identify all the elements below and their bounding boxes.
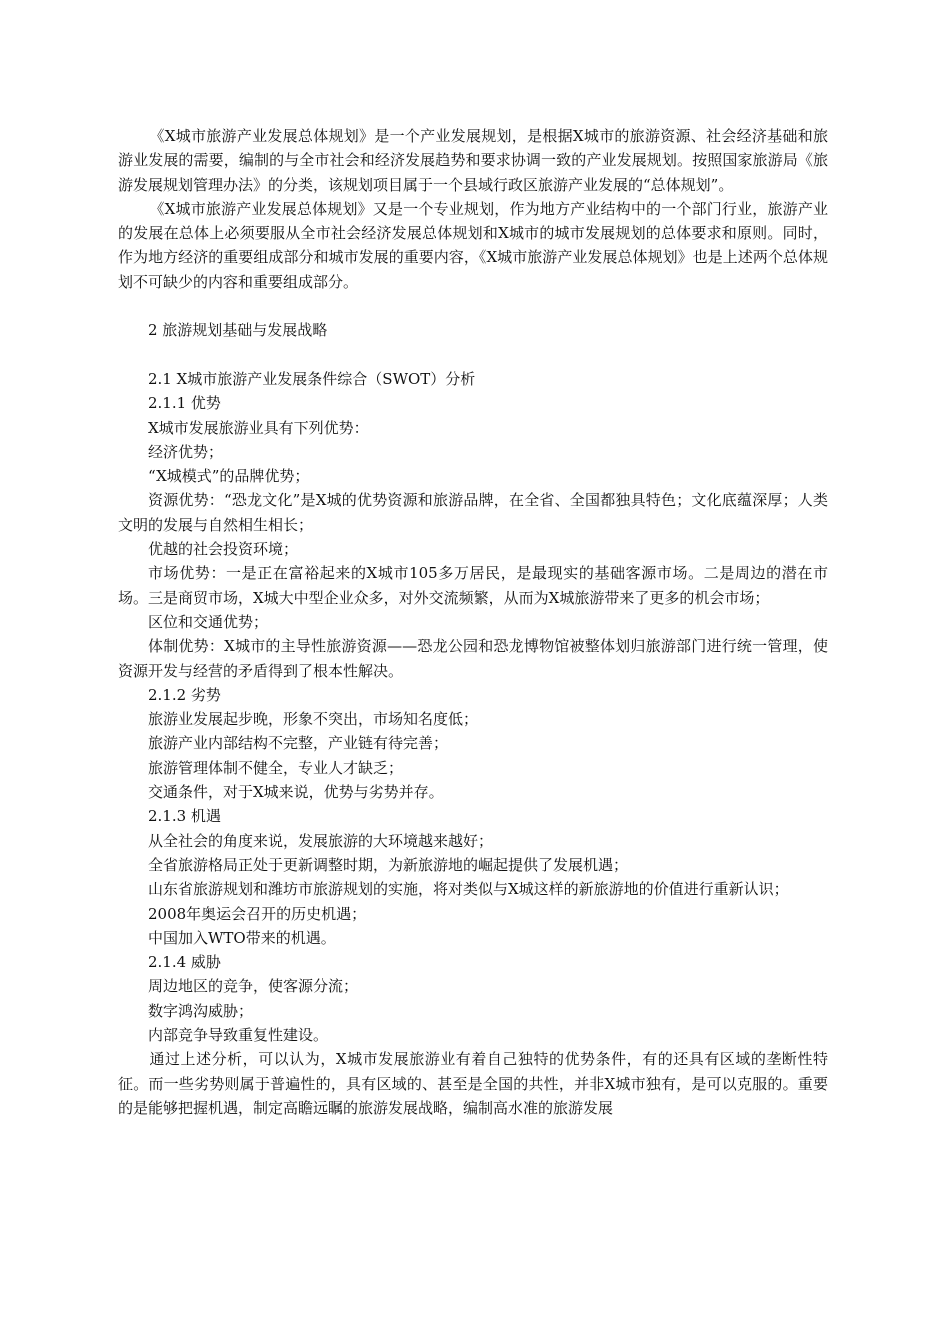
list-item: “X城模式”的品牌优势；: [148, 467, 310, 486]
list-item: 全省旅游格局正处于更新调整时期，为新旅游地的崛起提供了发展机遇；: [148, 855, 629, 874]
list-item: 区位和交通优势；: [148, 612, 269, 631]
threats-heading: 2.1.4 威胁: [148, 953, 221, 972]
strengths-heading: 2.1.1 优势: [148, 394, 221, 413]
chapter-heading: 2 旅游规划基础与发展战略: [148, 321, 328, 340]
list-item: 2008年奥运会召开的历史机遇；: [148, 904, 367, 923]
spacer: [118, 294, 828, 318]
conclusion-paragraph: 通过上述分析，可以认为，X城市发展旅游业有着自己独特的优势条件，有的还具有区域的垄断性特征。而一些劣势则属于普遍性的，具有区域的、甚至是全国的共性，并非X城市独有，是可以克服的。重要的是能够把握机遇，制定高瞻远瞩的旅游发展战略，编制高水准的旅游发展: [118, 1050, 828, 1117]
list-item: 经济优势；: [148, 442, 224, 461]
opportunities-heading: 2.1.3 机遇: [148, 807, 221, 826]
list-item: 体制优势：X城市的主导性旅游资源——恐龙公园和恐龙博物馆被整体划归旅游部门进行统一管理，使资源开发与经营的矛盾得到了根本性解决。: [118, 637, 828, 680]
list-item: 旅游产业内部结构不完整，产业链有待完善；: [148, 734, 449, 753]
intro-paragraph-2: 《X城市旅游产业发展总体规划》又是一个专业规划，作为地方产业结构中的一个部门行业，旅游产业的发展在总体上必须要服从全市社会经济发展总体规划和X城市的城市发展规划的总体要求和原则。同时，作为地方经济的重要组成部分和城市发展的重要内容，《X城市旅游产业发展总体规划》也是上述两个总体规划不可缺少的内容和重要组成部分。: [118, 199, 828, 291]
list-item: 内部竞争导致重复性建设。: [148, 1025, 329, 1044]
weaknesses-heading: 2.1.2 劣势: [148, 685, 221, 704]
section-heading: 2.1 X城市旅游产业发展条件综合（SWOT）分析: [148, 369, 476, 388]
list-item: 优越的社会投资环境；: [148, 540, 299, 559]
list-item: 市场优势：一是正在富裕起来的X城市105多万居民，是最现实的基础客源市场。二是周边的潜在市场。三是商贸市场，X城大中型企业众多，对外交流频繁，从而为X城旅游带来了更多的机会市场；: [118, 564, 828, 607]
list-item: 山东省旅游规划和潍坊市旅游规划的实施，将对类似与X城这样的新旅游地的价值进行重新认识；: [148, 880, 789, 899]
list-item: 周边地区的竞争，使客源分流；: [148, 977, 359, 996]
list-item: 从全社会的角度来说，发展旅游的大环境越来越好；: [148, 831, 494, 850]
intro-paragraph-1: 《X城市旅游产业发展总体规划》是一个产业发展规划，是根据X城市的旅游资源、社会经济基础和旅游业发展的需要，编制的与全市社会和经济发展趋势和要求协调一致的产业发展规划。按照国家旅游局《旅游发展规划管理办法》的分类，该规划项目属于一个县域行政区旅游产业发展的“总体规划”。: [118, 127, 828, 194]
list-item: 资源优势：“恐龙文化”是X城的优势资源和旅游品牌，在全省、全国都独具特色；文化底蕴深厚；人类文明的发展与自然相生相长；: [118, 491, 828, 534]
strengths-lead: X城市发展旅游业具有下列优势：: [148, 418, 369, 437]
list-item: 旅游业发展起步晚，形象不突出，市场知名度低；: [148, 710, 479, 729]
document-body: [118, 124, 828, 1120]
list-item: 旅游管理体制不健全，专业人才缺乏；: [148, 758, 404, 777]
list-item: 中国加入WTO带来的机遇。: [148, 928, 336, 947]
list-item: 数字鸿沟威胁；: [148, 1001, 254, 1020]
list-item: 交通条件，对于X城来说，优势与劣势并存。: [148, 783, 444, 802]
spacer: [118, 343, 828, 367]
